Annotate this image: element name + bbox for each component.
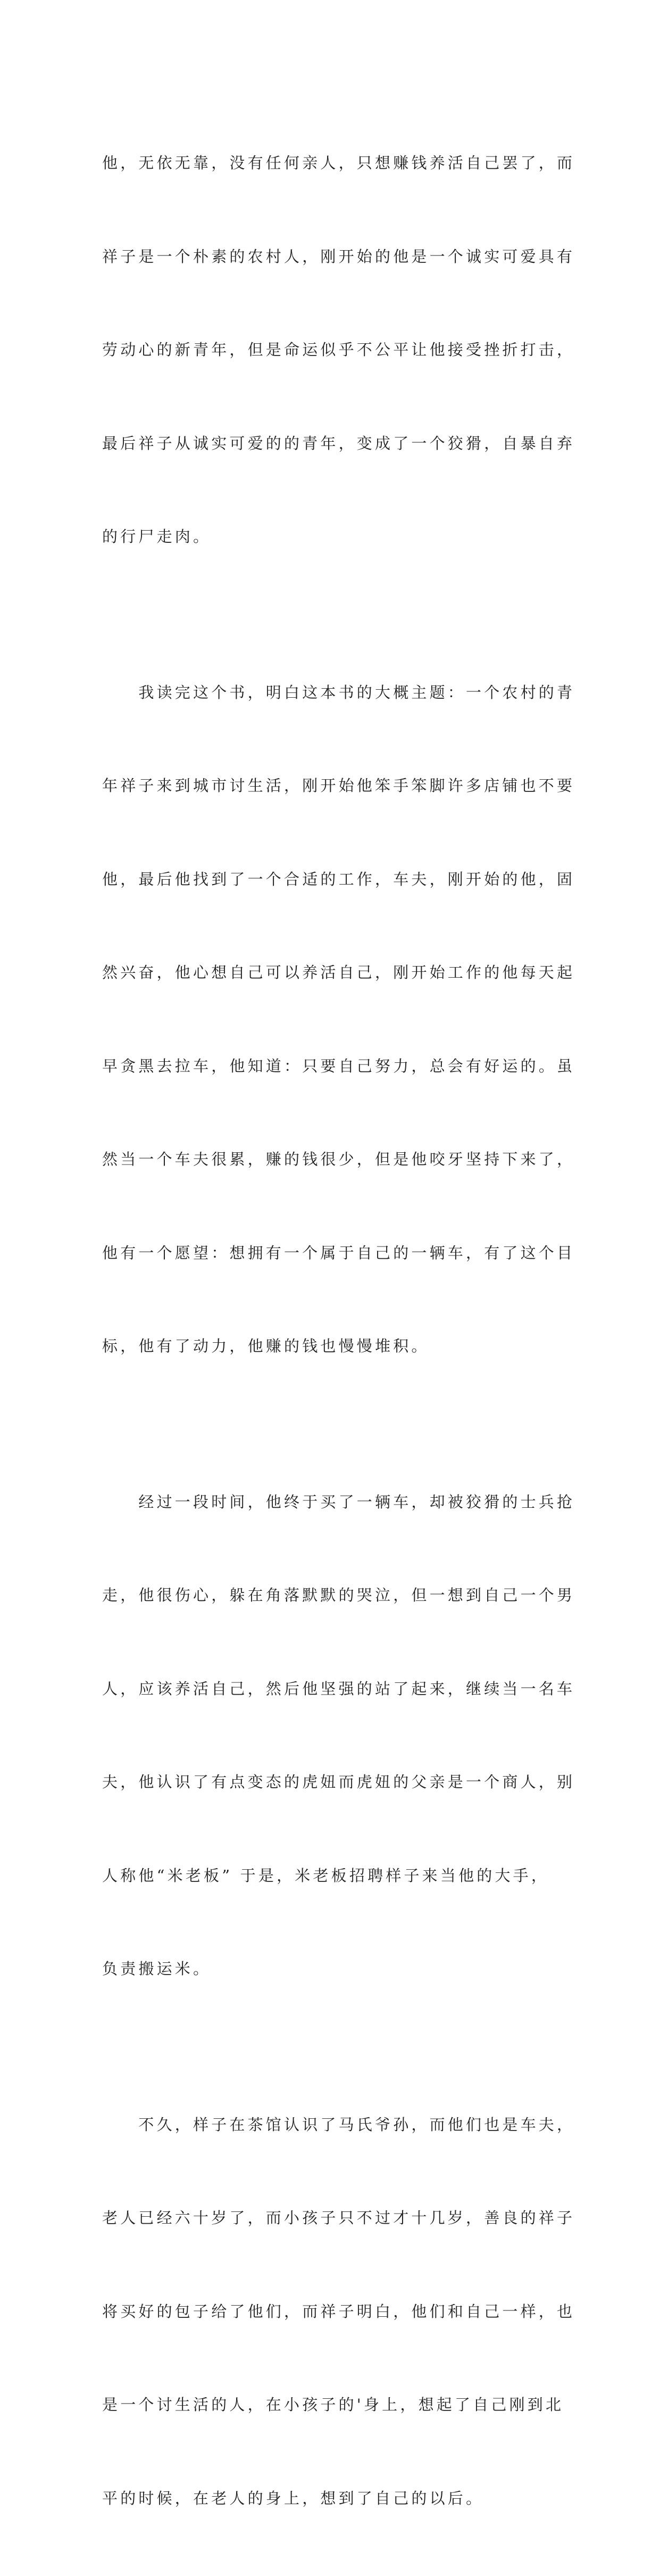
document-page [0,0,660,934]
text-line: 标，他有了动力，他赚的钱也慢慢堆积。 [102,1331,570,1362]
text-line: 负责搬运米。 [102,1953,570,1985]
paragraph [102,615,570,1424]
text-line: 走，他很伤心，躲在角落默默的哭泣，但一想到自己一个男 [102,1580,570,1611]
text-line: 的行尸走肉。 [102,521,570,552]
text-line: 我读完这个书，明白这本书的大概主题：一个农村的青 [102,677,570,708]
text-line: 早贪黑去拉车，他知道：只要自己努力，总会有好运的。虽 [102,1051,570,1082]
text-line: 他，最后他找到了一个合适的工作，车夫，刚开始的他，固 [102,864,570,895]
text-line: 平的时候，在老人的身上，想到了自己的以后。 [102,2483,570,2514]
body-text [102,85,570,2576]
text-line: 人称他“米老板” 于是，米老板招聘样子来当他的大手， [102,1860,570,1892]
text-line: 然兴奋，他心想自己可以养活自己，刚开始工作的他每天起 [102,957,570,988]
text-line: 他，无依无靠，没有任何亲人，只想赚钱养活自己罢了，而 [102,147,570,179]
paragraph [102,1424,570,2047]
text-line: 将买好的包子给了他们，而祥子明白，他们和自己一样，也 [102,2296,570,2327]
text-line: 夫，他认识了有点变态的虎妞而虎妞的父亲是一个商人，别 [102,1766,570,1798]
text-line: 不久，样子在茶馆认识了马氏爷孙，而他们也是车夫， [102,2109,570,2141]
text-line: 经过一段时间，他终于买了一辆车，却被狡猾的士兵抢 [102,1487,570,1518]
text-line: 老人已经六十岁了，而小孩子只不过才十几岁，善良的祥子 [102,2202,570,2234]
text-line: 人，应该养活自己，然后他坚强的站了起来，继续当一名车 [102,1673,570,1705]
text-line: 最后祥子从诚实可爱的的青年，变成了一个狡猾，自暴自弃 [102,428,570,459]
text-line: 是一个讨生活的人，在小孩子的'身上，想起了自己刚到北 [102,2389,570,2421]
paragraph [102,85,570,615]
text-line: 祥子是一个朴素的农村人，刚开始的他是一个诚实可爱具有 [102,241,570,273]
paragraph [102,2047,570,2576]
text-line: 年祥子来到城市讨生活，刚开始他笨手笨脚许多店铺也不要 [102,770,570,802]
text-line: 他有一个愿望：想拥有一个属于自己的一辆车，有了这个目 [102,1237,570,1269]
text-line: 然当一个车夫很累，赚的钱很少，但是他咬牙坚持下来了， [102,1144,570,1175]
text-line: 劳动心的新青年，但是命运似乎不公平让他接受挫折打击， [102,334,570,366]
